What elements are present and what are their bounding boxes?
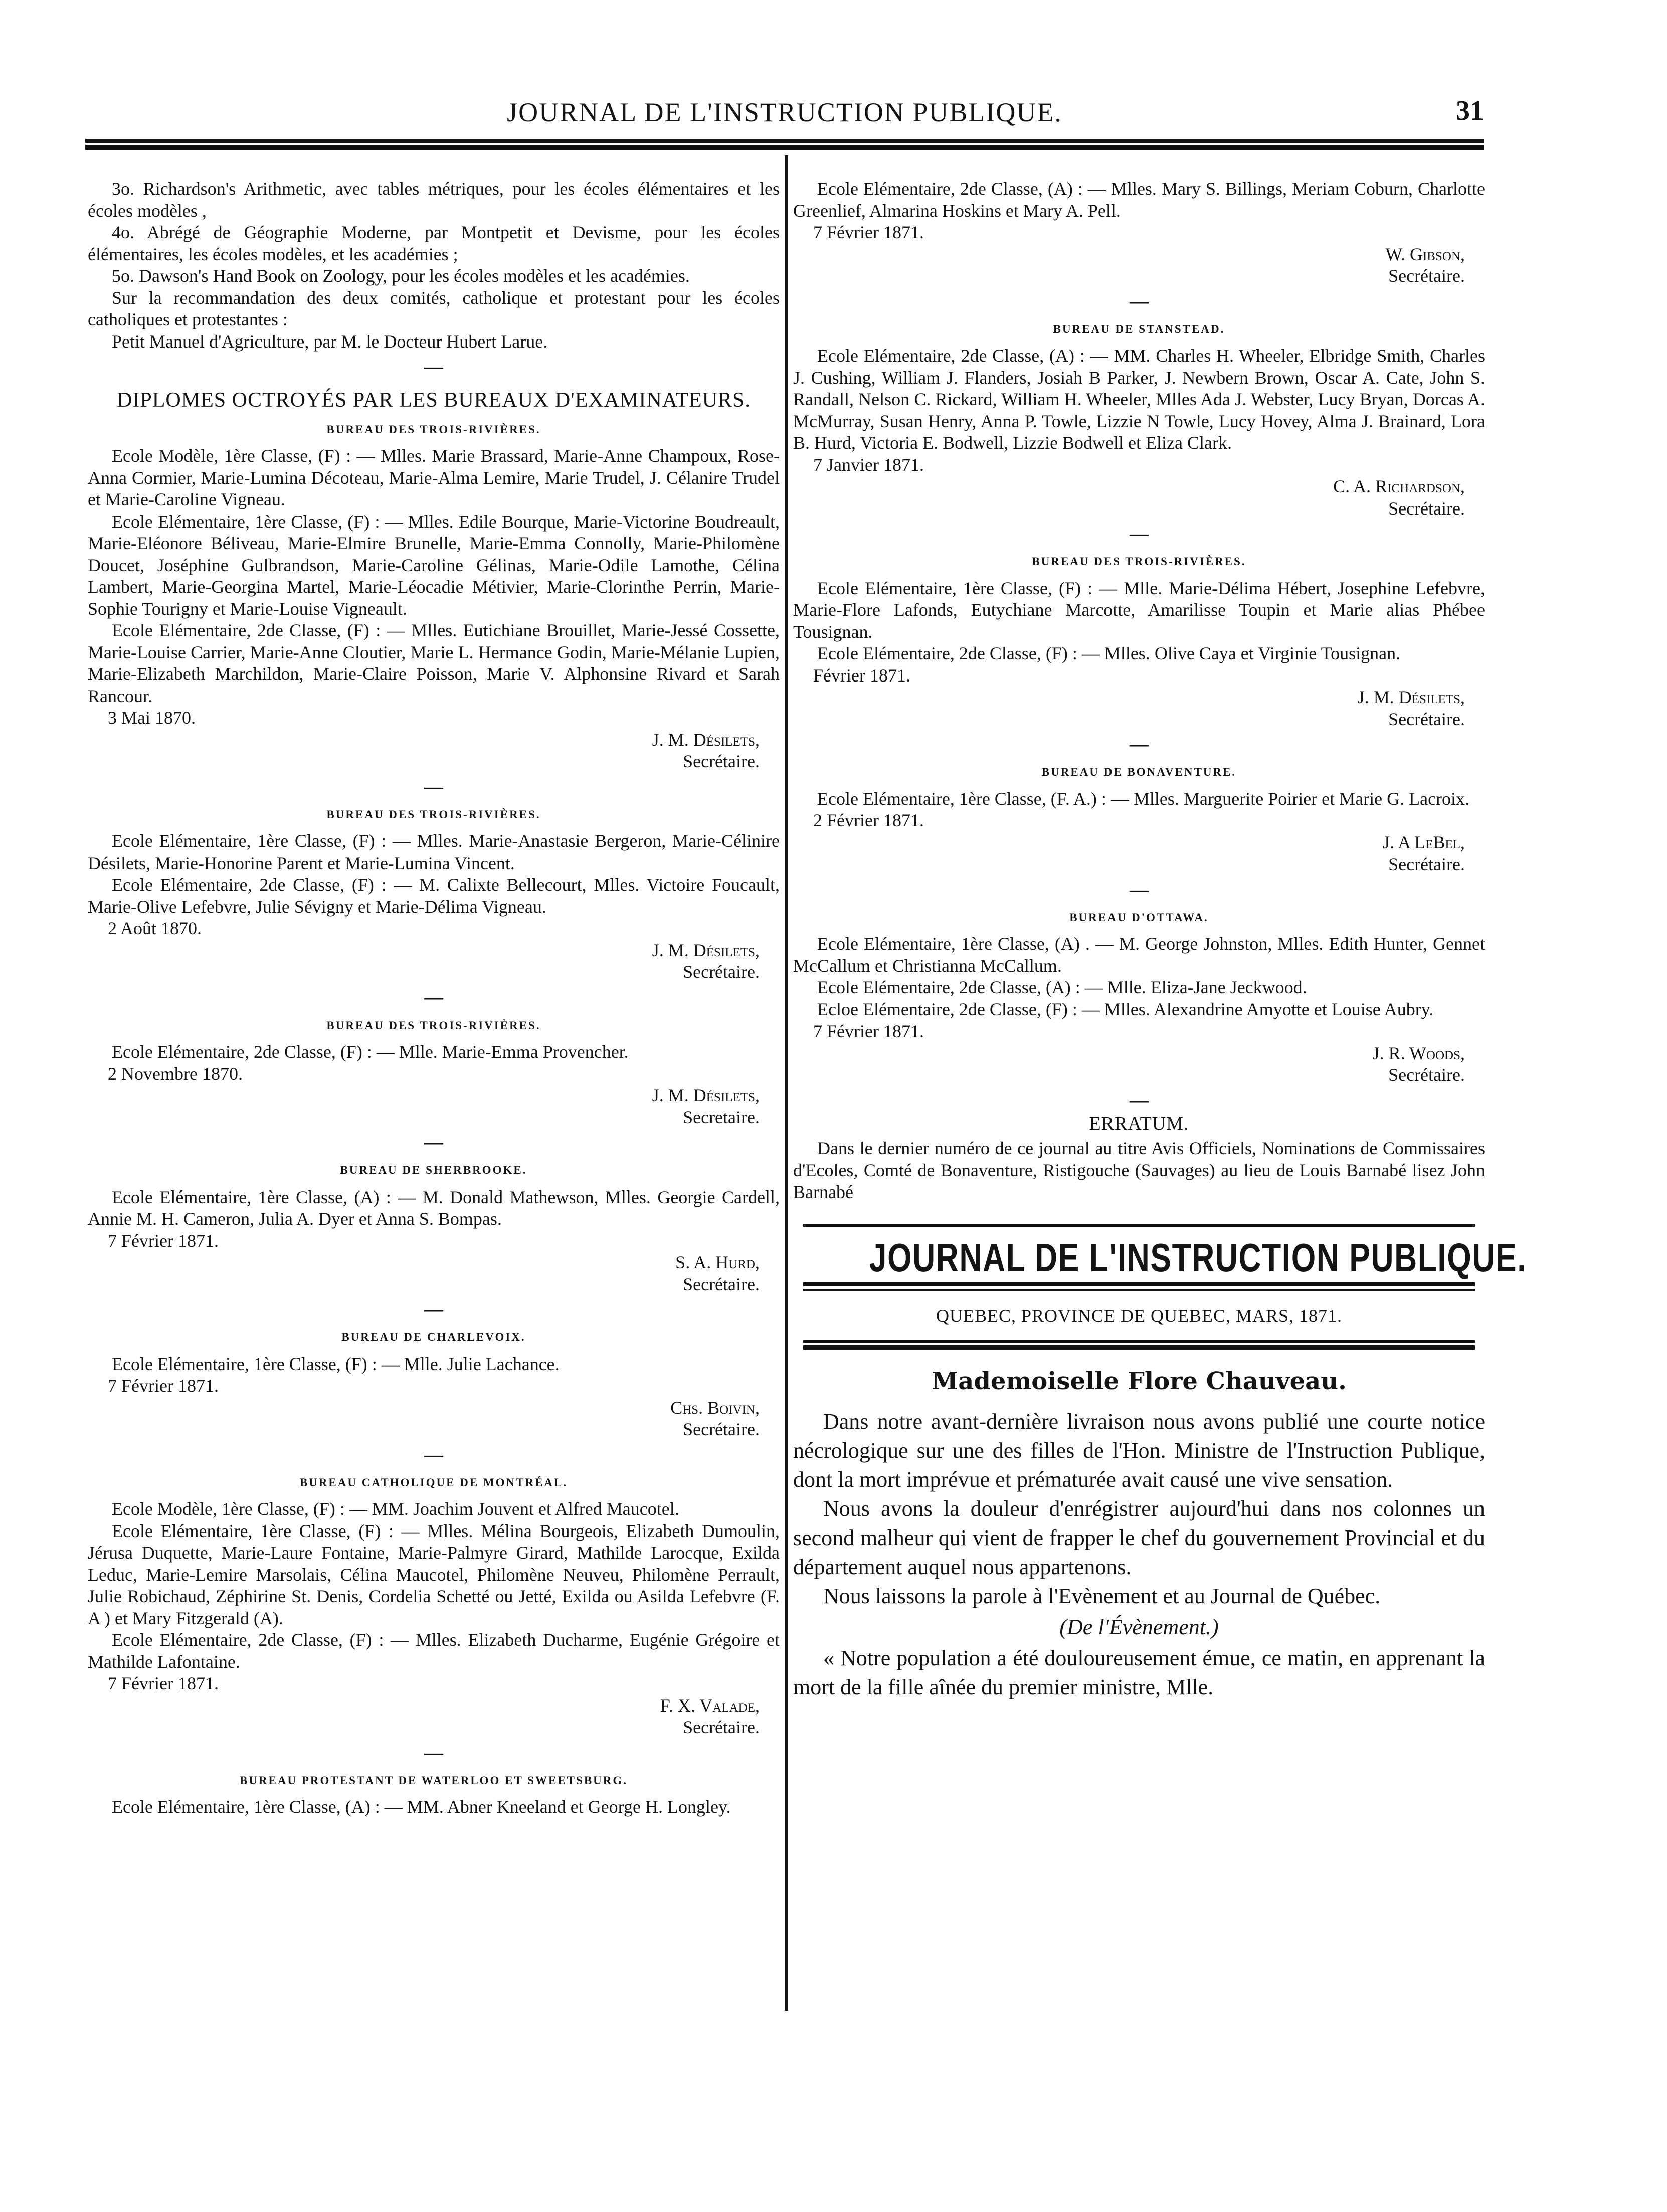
intro-item: 4o. Abrégé de Géographie Moderne, par Montpetit et Devisme, pour les écoles élémentaires, les écoles modèles, et les académies ;	[88, 222, 780, 264]
section-date: 3 Mai 1870.	[108, 708, 196, 728]
signer-name: Chs. Boivin,	[670, 1397, 760, 1418]
diploma-entry: Ecole Elémentaire, 2de Classe, (F) : — Mlles. Elizabeth Ducharme, Eugénie Grégoire et Mathilde Lafontaine.	[88, 1630, 780, 1672]
diploma-entry: Ecole Elémentaire, 2de Classe, (F) : — M. Calixte Bellecourt, Mlles. Victoire Foucault, Marie-Olive Lefebvre, Julie Sévigny et Marie-Délima Vigneau.	[88, 875, 780, 917]
bureau-section	[88, 1159, 780, 1319]
separator-dash: —	[424, 1742, 443, 1763]
separator-dash: —	[424, 776, 443, 797]
signer-role: Secrétaire.	[1388, 266, 1465, 286]
signer-name: J. M. Désilets,	[652, 1085, 760, 1105]
separator-dash: —	[424, 1299, 443, 1320]
masthead-rule	[803, 1340, 1475, 1350]
separator-dash: —	[1130, 290, 1149, 312]
separator-dash: —	[1130, 1089, 1149, 1111]
signer-name: J. M. Désilets,	[1357, 687, 1465, 707]
erratum-section	[793, 1113, 1485, 1204]
signer-role: Secrétaire.	[683, 1419, 760, 1439]
signer-name: J. R. Woods,	[1372, 1043, 1465, 1063]
bureau-heading: BUREAU D'OTTAWA.	[1069, 911, 1209, 924]
diploma-entry: Ecole Elémentaire, 2de Classe, (F) : — Mlles. Olive Caya et Virginie Tousignan.	[817, 643, 1401, 663]
diploma-entry: Ecole Elémentaire, 2de Classe, (A) : — Mlle. Eliza-Jane Jeckwood.	[817, 977, 1307, 997]
diploma-entry: Ecole Modèle, 1ère Classe, (F) : — MM. Joachim Jouvent et Alfred Maucotel.	[112, 1499, 679, 1519]
section-date: 7 Février 1871.	[813, 1021, 924, 1041]
bureau-section	[88, 1014, 780, 1153]
erratum-text: Dans le dernier numéro de ce journal au titre Avis Officiels, Nominations de Commissaires d'Ecoles, Comté de Bonaventure, Ristigouche (Sauvages) au lieu de Louis Barnabé lisez John Barnabé	[793, 1138, 1485, 1202]
diploma-entry: Ecole Modèle, 1ère Classe, (F) : — Mlles. Marie Brassard, Marie-Anne Champoux, Rose-Anna Cormier, Marie-Lumina Décoteau, Marie-Alma Lemire, Marie Trudel, J. Célanire Trudel et Marie-Caroline Vigneau.	[88, 446, 780, 509]
header-rule	[85, 138, 1484, 150]
masthead-title: JOURNAL DE L'INSTRUCTION PUBLIQUE.	[869, 1235, 1527, 1280]
signer-name: J. A LeBel,	[1383, 832, 1465, 853]
erratum-heading: ERRATUM.	[1089, 1113, 1189, 1134]
signer-name: J. M. Désilets,	[652, 940, 760, 960]
diploma-entry: Ecloe Elémentaire, 2de Classe, (F) : — Mlles. Alexandrine Amyotte et Louise Aubry.	[817, 999, 1434, 1019]
page-header	[85, 93, 1484, 133]
article-paragraph: Nous laissons la parole à l'Evènement et au Journal de Québec.	[823, 1584, 1381, 1608]
section-date: 7 Février 1871.	[108, 1673, 219, 1693]
signer-role: Secrétaire.	[683, 1274, 760, 1294]
intro-item: 5o. Dawson's Hand Book on Zoology, pour les écoles modèles et les académies.	[112, 266, 690, 286]
bureau-heading: BUREAU DE STANSTEAD.	[1053, 322, 1225, 335]
bureau-heading: BUREAU DE BONAVENTURE.	[1041, 766, 1237, 778]
diploma-entry: Ecole Elémentaire, 1ère Classe, (F) : — Mlles. Edile Bourque, Marie-Victorine Boudreault, Marie-Eléonore Béliveau, Marie-Elmire Brunelle, Marie-Emma Connolly, Marie-Philomène Doucet, Joséphine Gulbrandson, Marie-Caroline Gélinas, Marie-Odile Lamothe, Célina Lambert, Marie-Georgina Martel, Marie-Léocadie Métivier, Marie-Clorinthe Perrin, Marie-Sophie Tourigny et Marie-Louise Vigneault.	[88, 511, 780, 619]
bureau-heading: BUREAU DE CHARLEVOIX.	[341, 1331, 526, 1343]
diploma-entry: Ecole Elémentaire, 2de Classe, (A) : — Mlles. Mary S. Billings, Meriam Coburn, Charlotte Greenlief, Almarina Hoskins et Mary A. Pell.	[793, 179, 1485, 221]
signer-role: Secrétaire.	[1388, 854, 1465, 874]
diploma-entry: Ecole Elémentaire, 1ère Classe, (F) : — Mlle. Marie-Délima Hébert, Josephine Lefebvre, Marie-Flore Lafonds, Eutychiane Marcotte, Amarilisse Toupin et Marie alias Phébee Tousignan.	[793, 578, 1485, 642]
article-quote: « Notre population a été douloureusement émue, ce matin, en apprenant la mort de la fille aînée du premier ministre, Mlle.	[793, 1646, 1485, 1699]
article-body	[793, 1407, 1485, 1702]
bureau-section	[88, 1770, 780, 1818]
diploma-entry: Ecole Elémentaire, 2de Classe, (F) : — Mlle. Marie-Emma Provencher.	[112, 1042, 629, 1062]
intro-item: Sur la recommandation des deux comités, catholique et protestant pour les écoles catholiques et protestantes :	[88, 287, 780, 329]
signer-role: Secrétaire.	[683, 751, 760, 771]
section-date: 7 Février 1871.	[108, 1230, 219, 1251]
signer-role: Secrétaire.	[683, 962, 760, 982]
article-source: (De l'Évènement.)	[1059, 1615, 1219, 1639]
section-date: Février 1871.	[813, 665, 910, 686]
masthead-rule	[803, 1282, 1475, 1292]
section-date: 7 Février 1871.	[108, 1376, 219, 1396]
diploma-entry: Ecole Elémentaire, 1ère Classe, (F) : — Mlles. Mélina Bourgeois, Elizabeth Dumoulin, Jérusa Duquette, Marie-Laure Fontaine, Marie-Palmyre Girard, Mathilde Larocque, Exilda Leduc, Marie-Lemire Marsolais, Célina Maucotel, Philomène Neuveu, Philomène Perrault, Julie Robichaud, Zéphirine St. Denis, Cordelia Schetté ou Jetté, Exilda ou Asilda Lefebvre (F. A ) et Mary Fitzgerald (A).	[88, 1520, 780, 1628]
masthead-rule	[803, 1224, 1475, 1227]
page-number: 31	[1456, 95, 1484, 126]
intro-item: 3o. Richardson's Arithmetic, avec tables métriques, pour les écoles élémentaires et les écoles modèles ,	[88, 179, 780, 221]
bureau-section	[88, 804, 780, 1007]
bureau-section	[88, 1472, 780, 1763]
signer-name: J. M. Désilets,	[652, 729, 760, 750]
signer-name: F. X. Valade,	[660, 1695, 760, 1716]
bureau-heading: BUREAU DE SHERBROOKE.	[340, 1164, 527, 1176]
section-date: 7 Février 1871.	[813, 222, 924, 242]
column-divider	[785, 155, 788, 2011]
bureau-section	[88, 419, 780, 797]
bureau-section	[793, 761, 1485, 900]
section-date: 2 Février 1871.	[813, 810, 924, 830]
separator-dash: —	[424, 1132, 443, 1153]
intro-item: Petit Manuel d'Agriculture, par M. le Docteur Hubert Larue.	[112, 331, 548, 352]
separator-dash: —	[1130, 879, 1149, 900]
diploma-entry: Ecole Elémentaire, 1ère Classe, (F) : — Mlles. Marie-Anastasie Bergeron, Marie-Célinire Désilets, Marie-Honorine Parent et Marie-Lumina Vincent.	[88, 831, 780, 873]
continuation-section	[793, 178, 1485, 311]
signer-role: Secrétaire.	[683, 1717, 760, 1737]
bureau-heading: BUREAU CATHOLIQUE DE MONTRÉAL.	[299, 1476, 568, 1489]
signer-name: W. Gibson,	[1385, 244, 1465, 264]
separator-dash: —	[1130, 734, 1149, 755]
signer-role: Secrétaire.	[1388, 1065, 1465, 1085]
diploma-entry: Ecole Elémentaire, 2de Classe, (F) : — Mlles. Eutichiane Brouillet, Marie-Jessé Cossette, Marie-Louise Carrier, Marie-Anne Cloutier, Marie L. Hermance Godin, Marie-Mélanie Lupien, Marie-Elizabeth Marchildon, Marie-Claire Poisson, Marie V. Alphonsine Rivard et Sarah Rancour.	[88, 620, 780, 706]
bureau-heading: BUREAU PROTESTANT DE WATERLOO ET SWEETSBURG.	[239, 1774, 628, 1787]
bureau-section	[793, 907, 1485, 1110]
bureau-heading: BUREAU DES TROIS-RIVIÈRES.	[326, 423, 541, 436]
bureau-heading: BUREAU DES TROIS-RIVIÈRES.	[326, 1018, 541, 1032]
separator-dash: —	[424, 356, 443, 377]
signer-name: S. A. Hurd,	[675, 1252, 760, 1272]
bureau-heading: BUREAU DES TROIS-RIVIÈRES.	[326, 808, 541, 821]
diploma-entry: Ecole Elémentaire, 1ère Classe, (A) : — MM. Abner Kneeland et George H. Longley.	[112, 1797, 731, 1817]
diploma-entry: Ecole Elémentaire, 1ère Classe, (F) : — Mlle. Julie Lachance.	[112, 1353, 560, 1374]
article-paragraph: Nous avons la douleur d'enrégistrer aujourd'hui dans nos colonnes un second malheur qui vient de frapper le chef du gouvernement Provincial et du département auquel nous appartenons.	[793, 1496, 1485, 1579]
diplomes-heading: DIPLOMES OCTROYÉS PAR LES BUREAUX D'EXAMINATEURS.	[117, 389, 751, 412]
running-title: JOURNAL DE L'INSTRUCTION PUBLIQUE.	[507, 97, 1062, 127]
masthead-dateline: QUEBEC, PROVINCE DE QUEBEC, MARS, 1871.	[936, 1306, 1343, 1326]
article-paragraph: Dans notre avant-dernière livraison nous avons publié une courte notice nécrologique sur une des filles de l'Hon. Ministre de l'Instruction Publique, dont la mort imprévue et prématurée avait causé une vive sensation.	[793, 1409, 1485, 1492]
bureau-heading: BUREAU DES TROIS-RIVIÈRES.	[1032, 555, 1246, 568]
left-column	[88, 178, 780, 1818]
bureau-section	[88, 1326, 780, 1465]
signer-role: Secrétaire.	[1388, 709, 1465, 729]
bureau-section	[793, 318, 1485, 544]
separator-dash: —	[1130, 523, 1149, 544]
diploma-entry: Ecole Elémentaire, 1ère Classe, (A) : — M. Donald Mathewson, Mlles. Georgie Cardell, Annie M. H. Cameron, Julia A. Dyer et Anna S. Bompas.	[88, 1186, 780, 1229]
section-date: 7 Janvier 1871.	[813, 454, 924, 475]
diploma-entry: Ecole Elémentaire, 1ère Classe, (A) . — M. George Johnston, Mlles. Edith Hunter, Gennet McCallum et Christianna McCallum.	[793, 934, 1485, 976]
masthead	[793, 1224, 1527, 1350]
diploma-entry: Ecole Elémentaire, 1ère Classe, (F. A.) : — Mlles. Marguerite Poirier et Marie G. Lacroix.	[817, 788, 1470, 809]
signer-role: Secretaire.	[683, 1107, 760, 1127]
separator-dash: —	[424, 1444, 443, 1465]
diploma-entry: Ecole Elémentaire, 2de Classe, (A) : — MM. Charles H. Wheeler, Elbridge Smith, Charles J. Cushing, William J. Flanders, Josiah B Parker, J. Newbern Brown, Oscar A. Cate, John S. Randall, Nelson C. Rickard, William H. Wheeler, Mlles Ada J. Webster, Lucy Bryan, Dorcas A. McMurray, Susan Henry, Anna P. Towle, Lizzie N Towle, Lucy Hovey, Alma J. Brainard, Lora B. Hurd, Victoria E. Bodwell, Lizzie Bodwell et Eliza Clark.	[793, 346, 1485, 453]
bureau-section	[793, 551, 1485, 754]
section-date: 2 Août 1870.	[108, 918, 202, 938]
right-column	[793, 178, 1527, 1702]
separator-dash: —	[424, 986, 443, 1008]
section-date: 2 Novembre 1870.	[108, 1063, 243, 1084]
article-title: Mademoiselle Flore Chauveau.	[932, 1367, 1347, 1395]
signer-name: C. A. Richardson,	[1333, 476, 1465, 496]
signer-role: Secrétaire.	[1388, 498, 1465, 519]
